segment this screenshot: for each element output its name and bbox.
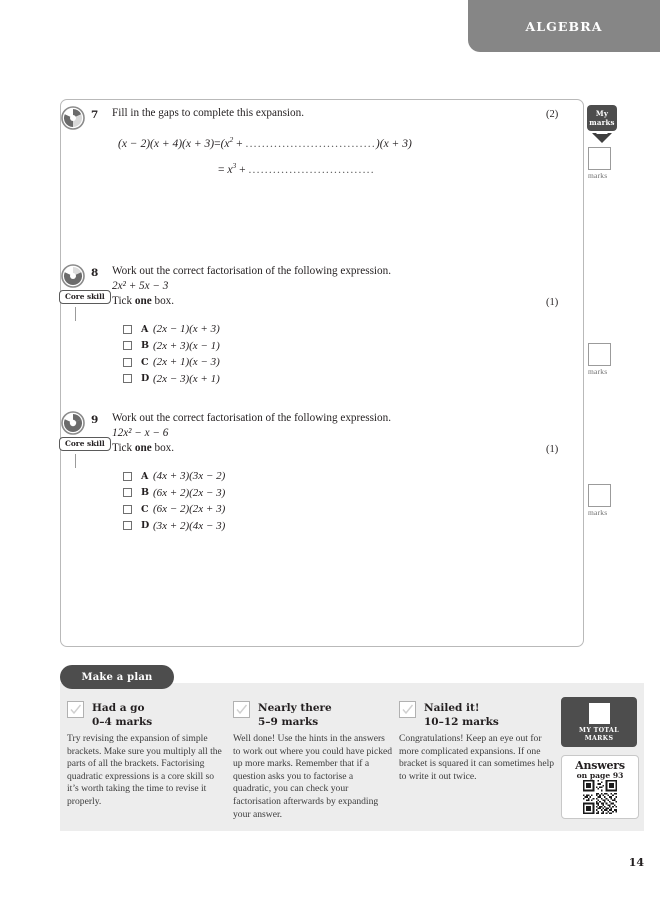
plan-body-text: Congratulations! Keep an eye out for more complicated expansions. If one bracket is squared it can sometimes help to write it out twice. bbox=[399, 733, 555, 782]
question-prompt: Work out the correct factorisation of the following expression. bbox=[112, 412, 392, 424]
make-a-plan-section bbox=[60, 683, 644, 831]
plan-checkbox-had-a-go[interactable] bbox=[67, 701, 84, 718]
multiple-choice-list bbox=[123, 321, 220, 387]
option-checkbox-a[interactable] bbox=[123, 472, 132, 481]
expansion-line-1 bbox=[118, 135, 532, 150]
subject-header-banner bbox=[468, 0, 660, 52]
question-number: 8 bbox=[91, 267, 99, 279]
option-checkbox-b[interactable] bbox=[123, 341, 132, 350]
option-letter: D bbox=[141, 373, 150, 385]
total-marks-label-2: MARKS bbox=[584, 734, 614, 742]
plan-body-text: Well done! Use the hints in the answers to work out where you could have picked up more marks. Remember that if a question asks you to factorise a quadratic, you can check your factorisation afterwards by expanding your answer. bbox=[233, 733, 393, 820]
page-number: 14 bbox=[628, 856, 644, 869]
option-row-c bbox=[123, 501, 225, 518]
difficulty-level-icon bbox=[61, 264, 85, 288]
option-expression: (4x + 3)(3x − 2) bbox=[153, 470, 226, 483]
question-prompt: Work out the correct factorisation of the following expression. bbox=[112, 265, 392, 277]
option-expression: (6x − 2)(2x + 3) bbox=[153, 503, 226, 516]
option-letter: C bbox=[141, 503, 149, 515]
question-prompt: Fill in the gaps to complete this expansion. bbox=[112, 107, 305, 119]
difficulty-level-icon bbox=[61, 411, 85, 435]
option-checkbox-c[interactable] bbox=[123, 358, 132, 367]
expansion-answer-gap-1[interactable]: ................................ bbox=[245, 137, 376, 150]
answers-title: Answers bbox=[575, 759, 625, 772]
expansion-variable: x bbox=[227, 163, 233, 176]
option-expression: (6x + 2)(2x − 3) bbox=[153, 486, 226, 499]
option-checkbox-d[interactable] bbox=[123, 374, 132, 383]
plan-column-nearly-there bbox=[233, 701, 393, 821]
question-marks: (1) bbox=[546, 297, 559, 308]
answers-subtitle: on page 93 bbox=[576, 771, 624, 780]
my-marks-tab[interactable] bbox=[587, 105, 617, 131]
plan-column-nailed-it bbox=[399, 701, 559, 783]
expansion-exponent: 2 bbox=[229, 135, 234, 144]
mark-slot-label: marks bbox=[588, 367, 608, 376]
mark-entry-box[interactable] bbox=[588, 343, 611, 366]
expansion-mid: (x bbox=[220, 137, 230, 150]
option-letter: A bbox=[141, 323, 149, 335]
mark-slot-q7 bbox=[584, 147, 644, 180]
plan-checkbox-nearly-there[interactable] bbox=[233, 701, 250, 718]
plan-range: 0–4 marks bbox=[92, 716, 153, 728]
difficulty-level-icon bbox=[61, 106, 85, 130]
option-checkbox-b[interactable] bbox=[123, 488, 132, 497]
expansion-line-2 bbox=[218, 161, 532, 176]
core-skill-badge: Core skill bbox=[59, 290, 111, 304]
tick-instruction: Tick one box. bbox=[112, 442, 175, 454]
question-number: 7 bbox=[91, 109, 99, 121]
option-letter: B bbox=[141, 487, 150, 499]
question-number: 9 bbox=[91, 414, 99, 426]
question-marks: (2) bbox=[546, 109, 559, 120]
expansion-exponent-2: 3 bbox=[232, 160, 237, 170]
chevron-down-icon bbox=[591, 132, 613, 145]
mark-slot-label: marks bbox=[588, 171, 608, 180]
make-a-plan-label: Make a plan bbox=[81, 671, 153, 683]
mark-slot-q8 bbox=[584, 343, 644, 376]
plan-title: Nailed it! bbox=[424, 702, 480, 714]
core-skill-connector bbox=[75, 307, 76, 321]
question-marks: (1) bbox=[546, 444, 559, 455]
my-total-marks-panel bbox=[561, 697, 637, 747]
option-expression: (2x + 3)(x − 1) bbox=[153, 339, 220, 352]
total-marks-label-1: MY TOTAL bbox=[579, 727, 619, 734]
question-expression: 12x² − x − 6 bbox=[112, 427, 169, 439]
option-checkbox-c[interactable] bbox=[123, 505, 132, 514]
expansion-left: (x − 2)(x + 4)(x + 3) bbox=[118, 137, 215, 150]
option-row-c bbox=[123, 354, 220, 371]
expansion-plus: + bbox=[236, 137, 243, 150]
option-checkbox-d[interactable] bbox=[123, 521, 132, 530]
plan-range: 10–12 marks bbox=[424, 716, 499, 728]
option-row-d bbox=[123, 518, 225, 535]
expansion-equals: = bbox=[214, 137, 221, 150]
mark-slot-label: marks bbox=[588, 508, 608, 517]
expansion-answer-gap-2[interactable]: ............................... bbox=[248, 163, 375, 176]
multiple-choice-list bbox=[123, 468, 225, 534]
plan-title: Nearly there bbox=[258, 702, 332, 714]
mark-slot-q9 bbox=[584, 484, 644, 517]
plan-body-text: Try revising the expansion of simple brackets. Make sure you multiply all the parts of all the brackets. Factorising quadratic expressions is a core skill so it’s worth taking the time to revise it properly. bbox=[67, 733, 222, 807]
option-checkbox-a[interactable] bbox=[123, 325, 132, 334]
marks-column bbox=[584, 99, 644, 647]
option-letter: A bbox=[141, 470, 149, 482]
option-letter: D bbox=[141, 520, 150, 532]
plan-checkbox-nailed-it[interactable] bbox=[399, 701, 416, 718]
make-a-plan-tab bbox=[60, 665, 174, 689]
answers-panel[interactable] bbox=[561, 755, 639, 819]
plan-title: Had a go bbox=[92, 702, 145, 714]
expansion-equals-2: = bbox=[218, 163, 225, 176]
plan-column-had-a-go bbox=[67, 701, 227, 809]
my-marks-label-1: My bbox=[595, 109, 609, 118]
my-marks-label-2: marks bbox=[589, 118, 615, 127]
option-row-b bbox=[123, 338, 220, 355]
option-expression: (2x + 1)(x − 3) bbox=[153, 356, 220, 369]
option-row-b bbox=[123, 485, 225, 502]
option-expression: (2x − 3)(x + 1) bbox=[153, 372, 220, 385]
option-expression: (3x + 2)(4x − 3) bbox=[153, 519, 226, 532]
total-marks-entry-box[interactable] bbox=[589, 703, 610, 724]
question-panel bbox=[60, 99, 584, 647]
qr-code-icon[interactable] bbox=[579, 801, 621, 818]
subject-title: ALGEBRA bbox=[525, 18, 603, 34]
option-row-a bbox=[123, 468, 225, 485]
option-letter: B bbox=[141, 340, 150, 352]
question-expression: 2x² + 5x − 3 bbox=[112, 280, 169, 292]
option-row-d bbox=[123, 371, 220, 388]
option-row-a bbox=[123, 321, 220, 338]
option-letter: C bbox=[141, 356, 149, 368]
core-skill-connector bbox=[75, 454, 76, 468]
expansion-end: )(x + 3) bbox=[375, 137, 412, 150]
core-skill-badge: Core skill bbox=[59, 437, 111, 451]
option-expression: (2x − 1)(x + 3) bbox=[153, 323, 220, 336]
expansion-plus-2: + bbox=[239, 163, 246, 176]
mark-entry-box[interactable] bbox=[588, 147, 611, 170]
tick-instruction: Tick one box. bbox=[112, 295, 175, 307]
mark-entry-box[interactable] bbox=[588, 484, 611, 507]
plan-range: 5–9 marks bbox=[258, 716, 319, 728]
